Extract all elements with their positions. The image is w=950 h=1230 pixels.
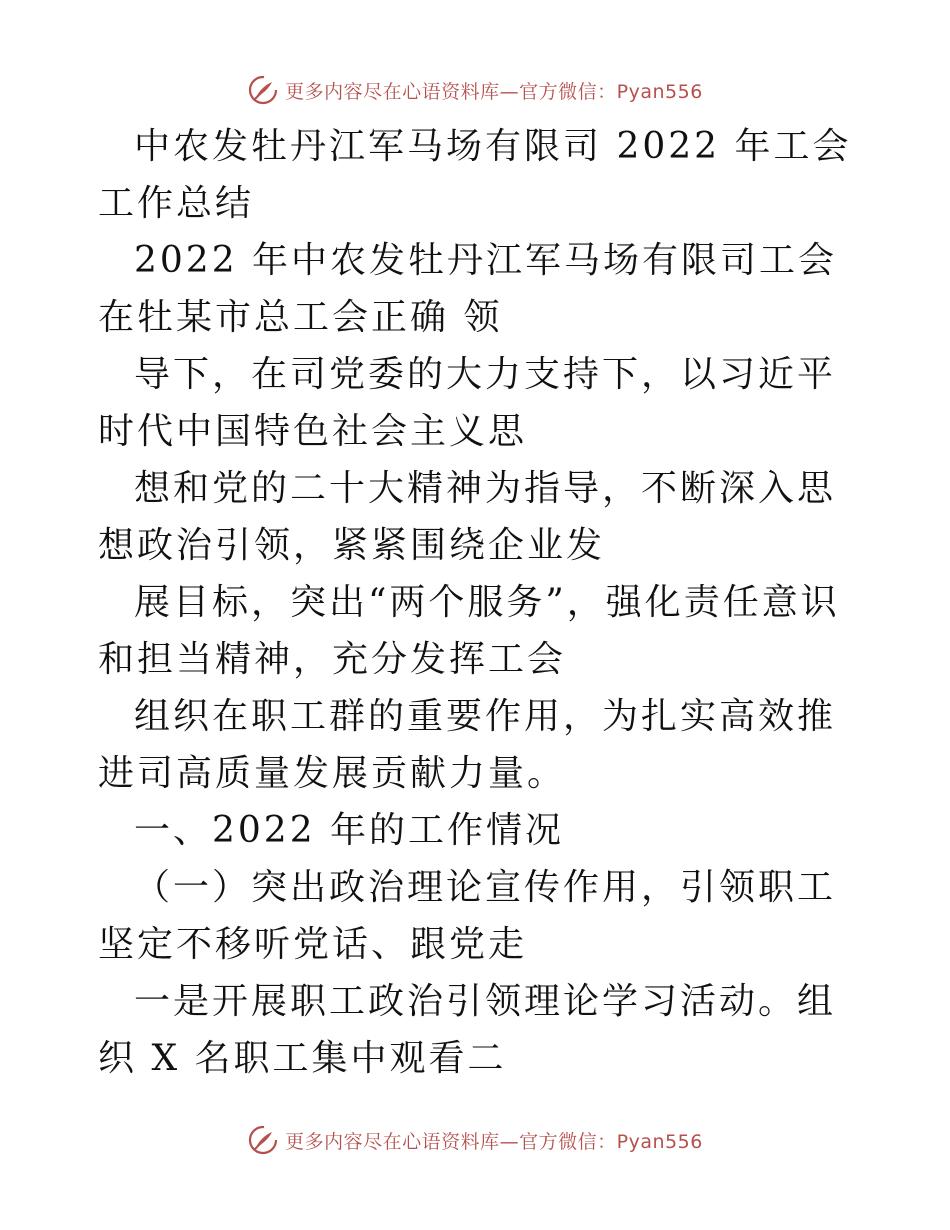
footer-watermark-banner xyxy=(0,1124,950,1156)
feather-pen-logo-icon xyxy=(247,1124,279,1156)
body-paragraph: 想和党的二十大精神为指导，不断深入思想政治引领，紧紧围绕企业发 xyxy=(98,468,837,566)
section-heading: 一、2022 年的工作情况 xyxy=(134,810,565,851)
body-paragraph: 组织在职工群的重要作用，为扎实高效推进司高质量发展贡献力量。 xyxy=(98,696,837,794)
footer-watermark-text: 更多内容尽在心语资料库—官方微信：Pyan556 xyxy=(285,1130,703,1153)
body-paragraph: 2022 年中农发牡丹江军马场有限司工会在牡某市总工会正确 领 xyxy=(98,240,838,338)
body-paragraph: 导下，在司党委的大力支持下，以习近平时代中国特色社会主义思 xyxy=(98,354,837,452)
document-title: 中农发牡丹江军马场有限司 2022 年工会工作总结 xyxy=(98,126,852,224)
subsection-heading: （一）突出政治理论宣传作用，引领职工坚定不移听党话、跟党走 xyxy=(98,867,837,965)
body-paragraph: 展目标，突出“两个服务”，强化责任意识和担当精神，充分发挥工会 xyxy=(98,582,840,680)
document-body xyxy=(98,118,858,1087)
body-paragraph: 一是开展职工政治引领理论学习活动。组织 X 名职工集中观看二 xyxy=(98,981,837,1079)
header-watermark-text: 更多内容尽在心语资料库—官方微信：Pyan556 xyxy=(285,80,703,103)
header-watermark-banner xyxy=(0,74,950,106)
feather-pen-logo-icon xyxy=(247,74,279,106)
